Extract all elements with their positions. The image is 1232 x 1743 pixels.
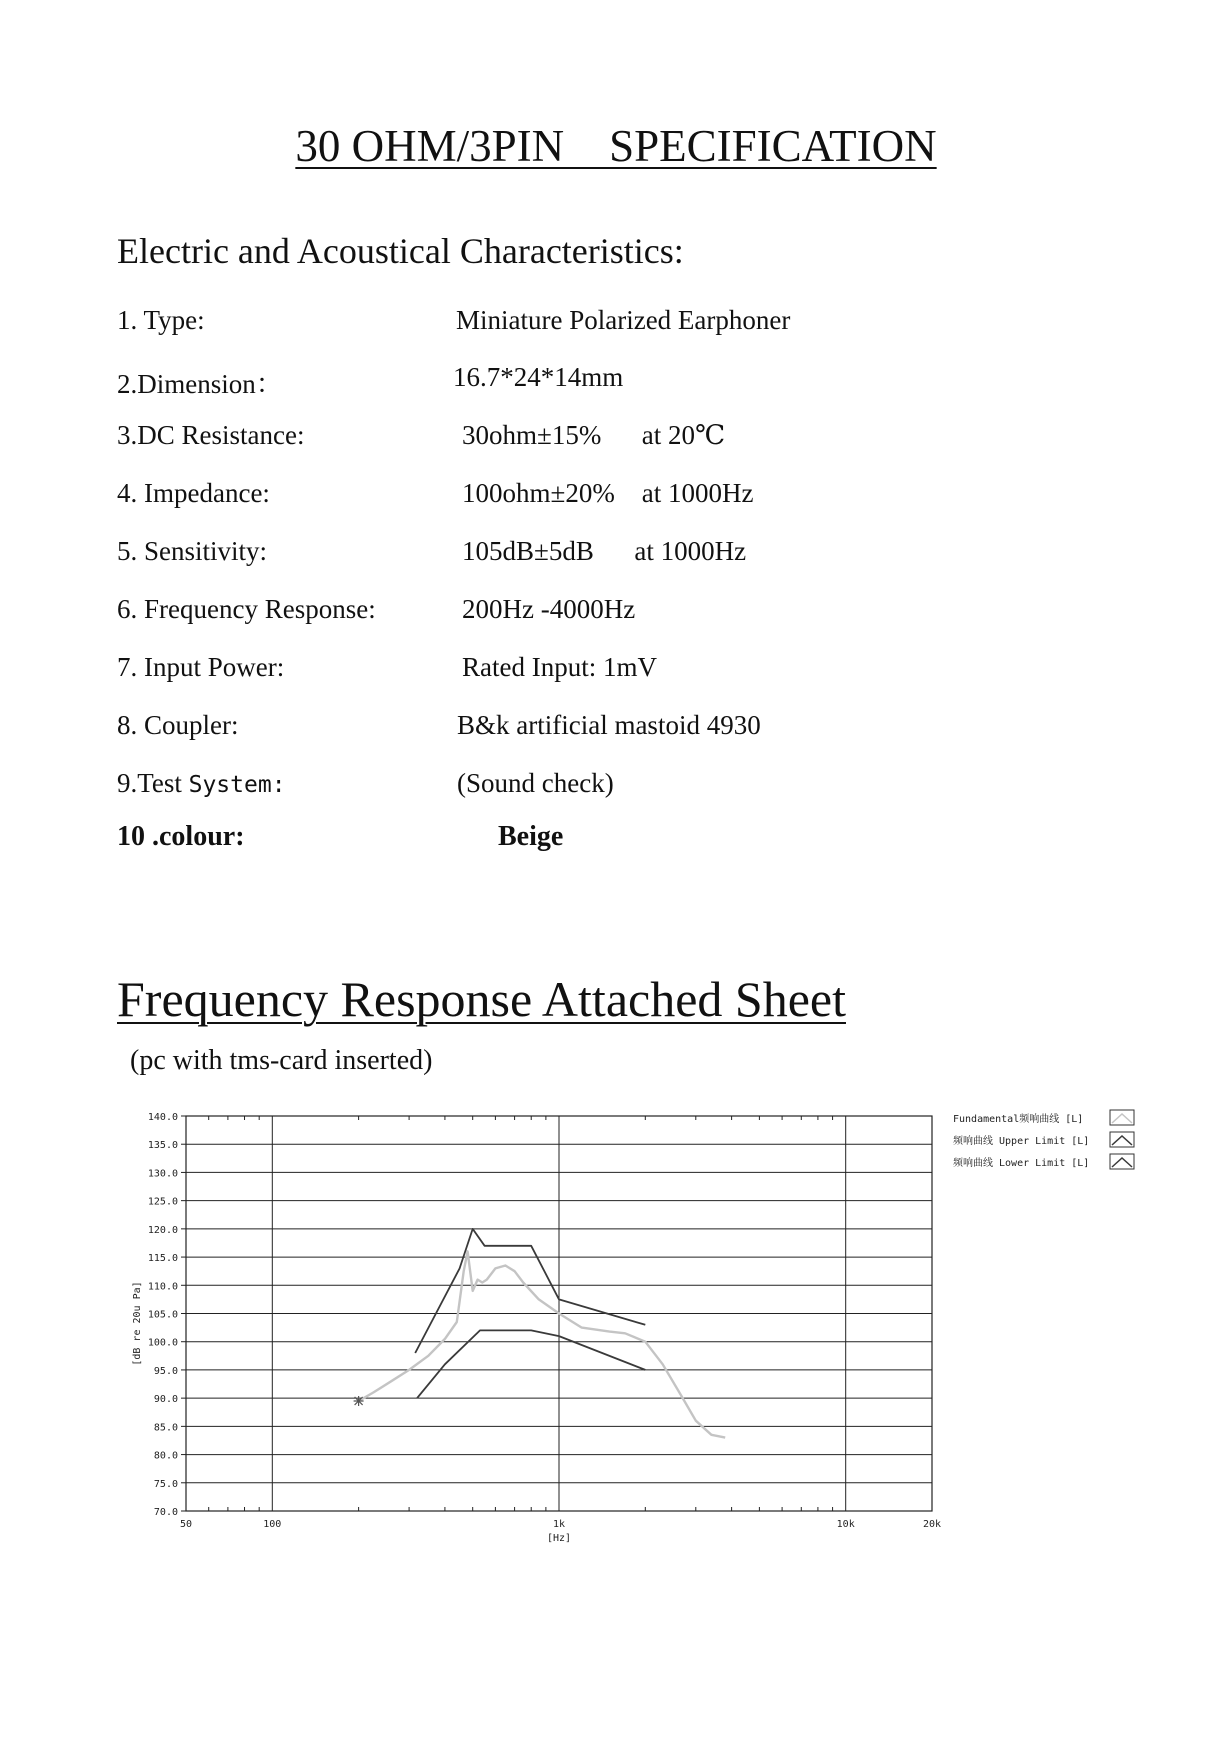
y-tick-label: 90.0 xyxy=(153,1394,178,1406)
y-tick-label: 130.0 xyxy=(147,1168,178,1180)
frequency-response-heading: Frequency Response Attached Sheet xyxy=(117,971,846,1027)
y-tick-label: 135.0 xyxy=(147,1140,178,1152)
spec-value: Rated Input: 1mV xyxy=(462,652,657,682)
series-line xyxy=(359,1251,726,1437)
spec-value: Beige xyxy=(498,821,564,852)
y-tick-label: 110.0 xyxy=(147,1281,178,1293)
y-axis-label: [dB re 20u Pa] xyxy=(132,1281,143,1366)
x-tick-label: 20k xyxy=(922,1519,942,1530)
spec-value: 16.7*24*14mm xyxy=(453,362,624,392)
series-line xyxy=(417,1330,645,1398)
series-start-marker xyxy=(354,1396,364,1406)
spec-value: B&k artificial mastoid 4930 xyxy=(457,710,761,740)
x-tick-label: 100 xyxy=(263,1519,282,1530)
x-tick-label: 1k xyxy=(552,1519,566,1530)
legend-swatch-box xyxy=(1110,1132,1134,1147)
y-tick-label: 100.0 xyxy=(147,1337,178,1349)
y-tick-label: 105.0 xyxy=(147,1309,178,1321)
y-tick-label: 140.0 xyxy=(147,1112,178,1123)
y-tick-label: 115.0 xyxy=(147,1253,178,1265)
spec-value: 100ohm±20% at 1000Hz xyxy=(462,478,754,508)
y-tick-label: 120.0 xyxy=(147,1224,178,1236)
y-tick-label: 125.0 xyxy=(147,1196,178,1208)
spec-value: 200Hz -4000Hz xyxy=(462,594,636,624)
spec-label: 4. Impedance: xyxy=(117,478,270,508)
spec-label: 2.Dimension： xyxy=(117,369,283,399)
legend-swatch-box xyxy=(1110,1110,1134,1125)
x-axis-label: [Hz] xyxy=(546,1533,572,1544)
spec-label-prefix: 9.Test xyxy=(117,768,189,798)
y-tick-label: 70.0 xyxy=(153,1507,178,1518)
page-title-text: 30 OHM/3PIN SPECIFICATION xyxy=(295,121,937,171)
frequency-response-subheading: (pc with tms-card inserted) xyxy=(130,1045,433,1076)
x-tick-label: 10k xyxy=(836,1519,855,1530)
spec-value: (Sound check) xyxy=(457,768,614,798)
spec-label: 6. Frequency Response: xyxy=(117,594,376,624)
spec-value: 30ohm±15% at 20℃ xyxy=(462,420,726,450)
spec-label: 7. Input Power: xyxy=(117,652,285,682)
y-tick-label: 80.0 xyxy=(153,1450,178,1462)
y-tick-label: 85.0 xyxy=(153,1422,178,1434)
legend-label: Fundamental频响曲线 [L] xyxy=(953,1114,1084,1125)
spec-label-mono: System: xyxy=(188,772,286,798)
section-heading: Electric and Acoustical Characteristics: xyxy=(117,231,684,271)
spec-value: Miniature Polarized Earphoner xyxy=(456,305,791,335)
legend-label: 频响曲线 Upper Limit [L] xyxy=(953,1136,1090,1147)
spec-label: 10 .colour: xyxy=(117,821,245,852)
legend-swatch-box xyxy=(1110,1154,1134,1169)
spec-label: 1. Type: xyxy=(117,305,205,335)
spec-label: 3.DC Resistance: xyxy=(117,420,305,450)
spec-label: 5. Sensitivity: xyxy=(117,536,268,566)
spec-label: 8. Coupler: xyxy=(117,710,239,740)
y-tick-label: 95.0 xyxy=(153,1365,178,1377)
legend-label: 频响曲线 Lower Limit [L] xyxy=(953,1158,1090,1169)
y-tick-label: 75.0 xyxy=(153,1478,178,1490)
x-tick-label: 50 xyxy=(179,1519,193,1530)
spec-value: 105dB±5dB at 1000Hz xyxy=(462,536,747,566)
